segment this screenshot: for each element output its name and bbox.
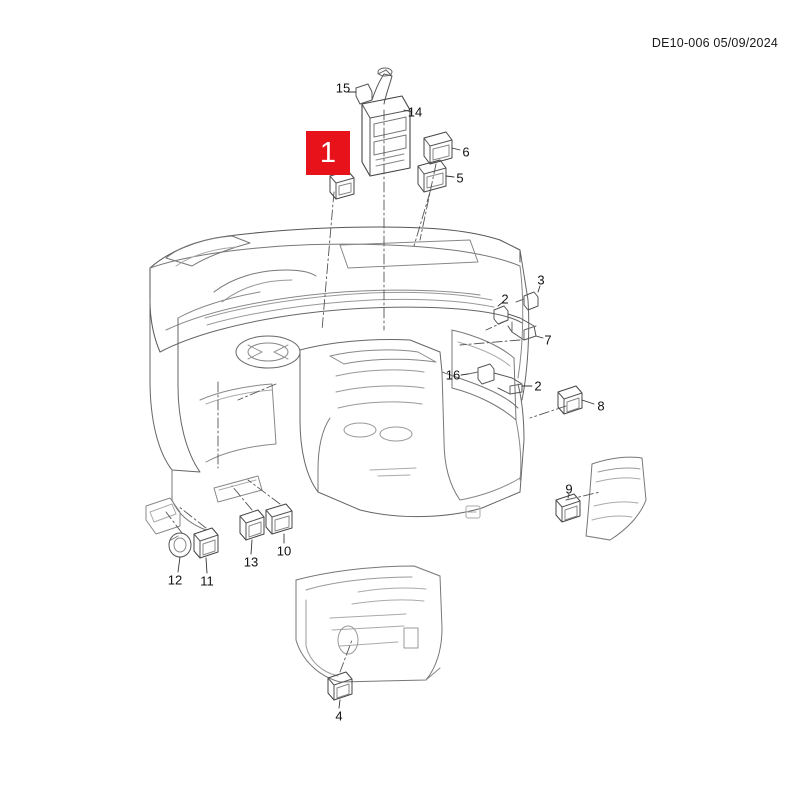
callout-9: 9 [565,481,573,497]
callout-10: 10 [276,543,292,559]
highlight-marker [306,131,350,175]
callout-3: 3 [537,272,545,288]
callout-12: 12 [167,572,183,588]
callout-11: 11 [200,573,214,589]
callout-13: 13 [243,554,259,570]
callout-14: 14 [407,104,423,120]
callout-15: 15 [335,80,351,96]
callout-2-lower: 2 [534,378,542,394]
callout-7: 7 [544,332,552,348]
document-code: DE10-006 05/09/2024 [651,36,778,50]
callout-4: 4 [335,708,343,724]
callout-5: 5 [456,170,464,186]
highlight-number: 1 [319,136,337,169]
callout-8: 8 [597,398,605,414]
callout-2-upper: 2 [501,291,509,307]
callout-6: 6 [462,144,470,160]
callout-16: 16 [445,367,461,383]
